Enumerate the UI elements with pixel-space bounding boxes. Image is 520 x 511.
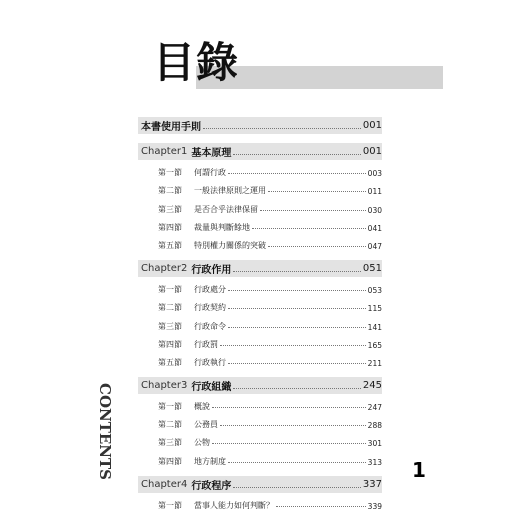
section-page: 011 xyxy=(367,187,382,197)
section-page: 313 xyxy=(367,457,382,467)
section-title: 特別權力關係的突破 xyxy=(194,240,266,250)
chapter-row[interactable] xyxy=(138,476,382,493)
section-number: 第三節 xyxy=(158,321,182,331)
section-number: 第五節 xyxy=(158,357,182,367)
dot-leader xyxy=(260,210,366,211)
section-page: 047 xyxy=(367,241,382,251)
section-title: 公務員 xyxy=(194,420,218,430)
dot-leader xyxy=(228,462,366,463)
section-number: 第五節 xyxy=(158,240,182,250)
contents-side-label: CONTENTS xyxy=(96,383,114,481)
section-number: 第二節 xyxy=(158,420,182,430)
dot-leader xyxy=(233,148,361,155)
chapter-page: 337 xyxy=(362,478,382,490)
section-row[interactable] xyxy=(138,430,382,448)
section-page: 003 xyxy=(367,169,382,179)
section-title: 裁量與判斷餘地 xyxy=(194,222,250,232)
section-title: 行政契約 xyxy=(194,303,226,313)
chapter-title: 行政程序 xyxy=(191,480,232,492)
section-row[interactable] xyxy=(138,160,382,178)
dot-leader xyxy=(212,407,366,408)
dot-leader xyxy=(233,481,361,488)
chapter-row[interactable] xyxy=(138,377,382,394)
dot-leader xyxy=(233,265,361,272)
chapter-page: 001 xyxy=(362,146,382,157)
dot-leader xyxy=(276,506,366,507)
toc-intro-row[interactable] xyxy=(138,117,382,134)
intro-page: 001 xyxy=(362,120,382,131)
section-number: 第一節 xyxy=(158,402,182,412)
section-row[interactable] xyxy=(138,313,382,331)
dot-leader xyxy=(228,363,366,364)
section-number: 第三節 xyxy=(158,204,182,214)
section-row[interactable] xyxy=(138,295,382,313)
section-row[interactable] xyxy=(138,196,382,214)
section-title: 公物 xyxy=(194,438,210,448)
section-row[interactable] xyxy=(138,412,382,430)
section-page: 165 xyxy=(367,340,382,350)
section-row[interactable] xyxy=(138,233,382,251)
dot-leader xyxy=(233,382,361,389)
table-of-contents xyxy=(138,117,382,511)
section-row[interactable] xyxy=(138,448,382,466)
section-page: 041 xyxy=(367,223,382,233)
section-page: 115 xyxy=(367,304,382,314)
section-page: 301 xyxy=(367,439,382,449)
section-page: 339 xyxy=(367,501,382,511)
section-page: 211 xyxy=(367,358,382,368)
section-row[interactable] xyxy=(138,332,382,350)
dot-leader xyxy=(220,345,366,346)
section-row[interactable] xyxy=(138,350,382,368)
section-number: 第四節 xyxy=(158,222,182,232)
dot-leader xyxy=(228,173,366,174)
dot-leader xyxy=(212,443,366,444)
section-title: 行政處分 xyxy=(194,285,226,295)
chapter-title: 行政組織 xyxy=(191,381,232,393)
section-row[interactable] xyxy=(138,215,382,233)
chapter-label: Chapter3 xyxy=(141,379,188,391)
page-title: 目錄 xyxy=(153,38,240,87)
section-number: 第一節 xyxy=(158,168,182,178)
dot-leader xyxy=(268,246,366,247)
section-page: 247 xyxy=(367,403,382,413)
chapter-page: 245 xyxy=(362,379,382,391)
dot-leader xyxy=(268,191,366,192)
page-number: 1 xyxy=(412,458,426,482)
section-number: 第二節 xyxy=(158,303,182,313)
section-row[interactable] xyxy=(138,178,382,196)
dot-leader xyxy=(228,290,366,291)
section-row[interactable] xyxy=(138,277,382,295)
section-number: 第四節 xyxy=(158,339,182,349)
section-title: 當事人能力如何判斷？ xyxy=(194,500,274,510)
section-page: 288 xyxy=(367,421,382,431)
chapter-label: Chapter4 xyxy=(141,478,188,490)
section-title: 一般法律原則之運用 xyxy=(194,186,266,196)
intro-title: 本書使用手則 xyxy=(141,122,201,133)
section-title: 概說 xyxy=(194,402,210,412)
chapter-label: Chapter2 xyxy=(141,262,188,274)
chapter-title: 行政作用 xyxy=(191,264,232,276)
section-title: 行政執行 xyxy=(194,357,226,367)
chapter-label: Chapter1 xyxy=(141,146,188,157)
section-number: 第三節 xyxy=(158,438,182,448)
section-number: 第二節 xyxy=(158,186,182,196)
section-number: 第一節 xyxy=(158,285,182,295)
dot-leader xyxy=(203,122,361,129)
chapter-page: 051 xyxy=(362,262,382,274)
chapter-row[interactable] xyxy=(138,260,382,277)
section-title: 地方制度 xyxy=(194,456,226,466)
section-row[interactable] xyxy=(138,394,382,412)
chapter-list xyxy=(138,143,382,511)
section-page: 053 xyxy=(367,286,382,296)
section-number: 第一節 xyxy=(158,500,182,510)
dot-leader xyxy=(252,228,366,229)
dot-leader xyxy=(220,425,366,426)
section-title: 行政命令 xyxy=(194,321,226,331)
dot-leader xyxy=(228,308,366,309)
chapter-row[interactable] xyxy=(138,143,382,160)
section-page: 141 xyxy=(367,322,382,332)
section-number: 第四節 xyxy=(158,456,182,466)
chapter-title: 基本原理 xyxy=(191,148,232,159)
section-title: 是否合乎法律保留 xyxy=(194,204,258,214)
section-title: 行政罰 xyxy=(194,339,218,349)
section-title: 何謂行政 xyxy=(194,168,226,178)
section-page: 030 xyxy=(367,205,382,215)
section-row[interactable] xyxy=(138,493,382,511)
dot-leader xyxy=(228,327,366,328)
